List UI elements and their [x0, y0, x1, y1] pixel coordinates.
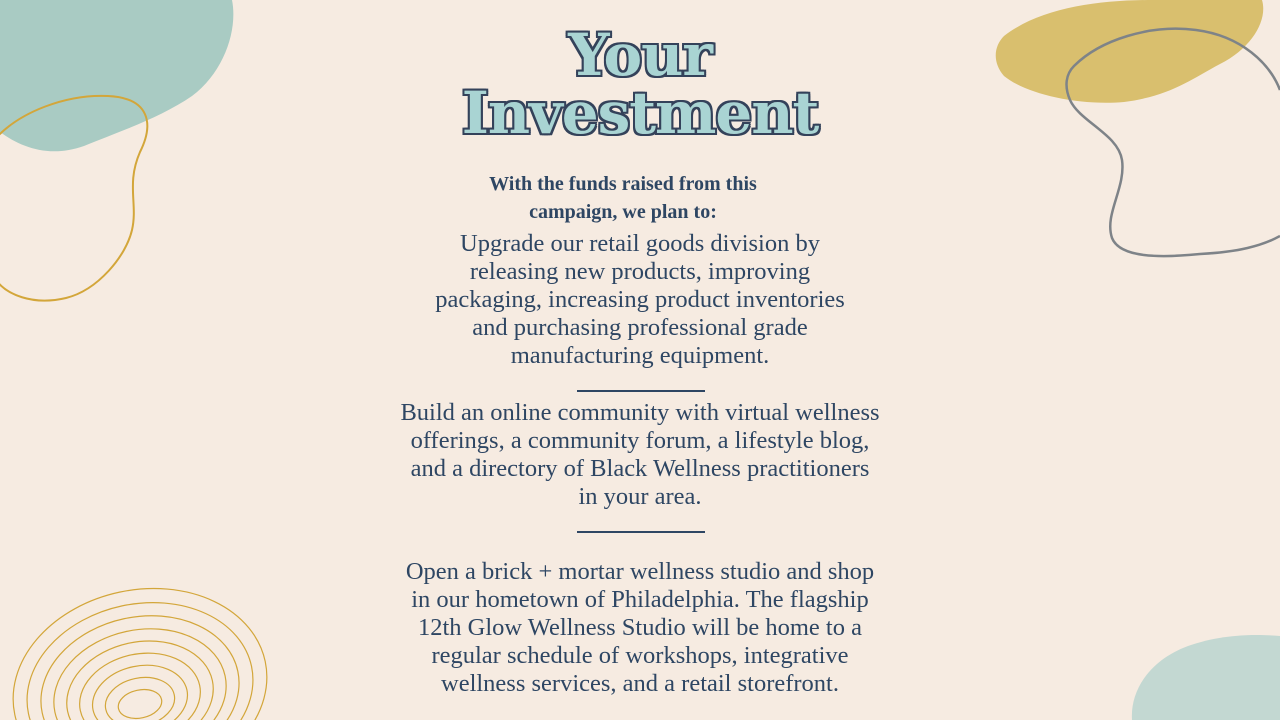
plan-line: Open a brick + mortar wellness studio and shop — [405, 558, 875, 585]
section-divider — [577, 531, 705, 533]
plan-wellness-studio — [340, 558, 940, 698]
title-line-1: Your — [568, 21, 712, 89]
plan-line: packaging, increasing product inventories — [435, 286, 845, 313]
plan-line: and a directory of Black Wellness practitioners — [410, 455, 870, 482]
plan-line: manufacturing equipment. — [510, 342, 770, 369]
plan-line: in our hometown of Philadelphia. The flagship — [411, 586, 869, 613]
plan-line: releasing new products, improving — [469, 258, 811, 285]
title-line-2: Investment — [461, 79, 819, 147]
intro-line-1: With the funds raised from this — [489, 173, 757, 195]
plan-line: 12th Glow Wellness Studio will be home to a — [418, 614, 862, 641]
plan-line: wellness services, and a retail storefront. — [441, 670, 839, 697]
plan-online-community — [340, 399, 940, 511]
plan-line: in your area. — [578, 483, 702, 510]
section-divider — [577, 390, 705, 392]
intro-text — [440, 170, 806, 226]
plan-line: Upgrade our retail goods division by — [460, 230, 820, 257]
plan-retail-goods — [372, 230, 908, 370]
intro-line-2: campaign, we plan to: — [529, 201, 717, 223]
teal-blob-bottom-right — [1132, 635, 1280, 720]
plan-line: offerings, a community forum, a lifestyle blog, — [410, 427, 870, 454]
plan-line: and purchasing professional grade — [472, 314, 808, 341]
plan-line: Build an online community with virtual wellness — [400, 399, 880, 426]
concentric-rings-bottom-left — [0, 566, 286, 720]
plan-line: regular schedule of workshops, integrative — [431, 642, 849, 669]
